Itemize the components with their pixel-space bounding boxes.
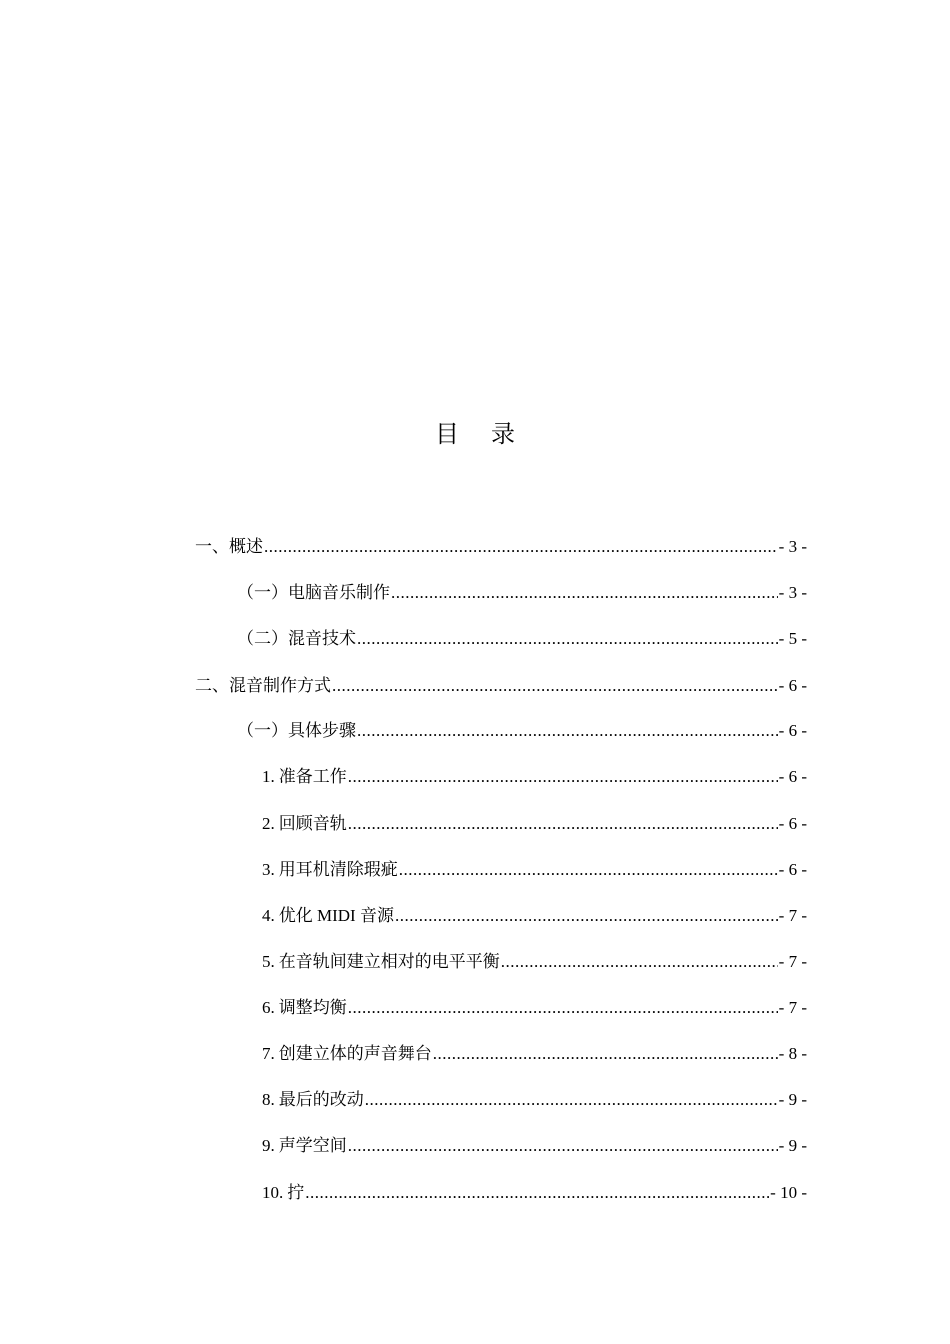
- dot-leader: [357, 624, 778, 654]
- toc-entry-page: - 9 -: [778, 1136, 807, 1155]
- toc-entry-page: - 7 -: [778, 906, 807, 925]
- toc-entry-page: - 9 -: [778, 1090, 807, 1109]
- dot-leader: [357, 716, 778, 746]
- toc-entry-number: 二、: [195, 676, 229, 695]
- toc-entry-number: 9.: [262, 1136, 275, 1155]
- dot-leader: [264, 532, 778, 562]
- toc-entry[interactable]: [195, 671, 807, 701]
- toc-entry-label: 混音技术: [288, 629, 356, 648]
- toc-title: 目录: [435, 420, 547, 448]
- toc-entry[interactable]: [262, 947, 807, 977]
- toc-entry-page: - 5 -: [778, 629, 807, 648]
- toc-entry[interactable]: [237, 578, 807, 608]
- dot-leader: [348, 1131, 778, 1161]
- toc-entry-label: 用耳机清除瑕疵: [278, 860, 398, 879]
- toc-entry-label: 概述: [229, 537, 263, 556]
- dot-leader: [332, 671, 778, 701]
- toc-entry-label: 准备工作: [278, 767, 347, 786]
- dot-leader: [399, 855, 778, 885]
- toc-entry[interactable]: [262, 855, 807, 885]
- toc-entry-number: （一）: [237, 583, 288, 602]
- toc-entry-page: - 3 -: [778, 583, 807, 602]
- toc-entry-number: 4.: [262, 906, 275, 925]
- toc-entry-page: - 7 -: [778, 952, 807, 971]
- toc-entry-number: 一、: [195, 537, 229, 556]
- toc-entry-page: - 10 -: [770, 1183, 807, 1202]
- dot-leader: [501, 947, 778, 977]
- toc-entry[interactable]: [262, 1085, 807, 1115]
- toc-entry-label: 在音轨间建立相对的电平平衡: [278, 952, 500, 971]
- toc-entry[interactable]: [237, 716, 807, 746]
- toc-entry-page: - 6 -: [778, 676, 807, 695]
- toc-entry-page: - 8 -: [778, 1044, 807, 1063]
- toc-entry[interactable]: [262, 901, 807, 931]
- toc-entry-number: 8.: [262, 1090, 275, 1109]
- toc-entry[interactable]: [262, 1039, 807, 1069]
- toc-entry-number: 3.: [262, 860, 275, 879]
- toc-entry-page: - 3 -: [778, 537, 807, 556]
- toc-entry-number: 2.: [262, 814, 275, 833]
- toc-entry[interactable]: [262, 1178, 807, 1208]
- toc-entry-page: - 6 -: [778, 860, 807, 879]
- toc-entry-number: 5.: [262, 952, 275, 971]
- toc-entry[interactable]: [262, 762, 807, 792]
- toc-entry-number: 10.: [262, 1183, 284, 1202]
- toc-entry[interactable]: [262, 1131, 807, 1161]
- toc-entry-page: - 6 -: [778, 767, 807, 786]
- toc-entry-label: 调整均衡: [278, 998, 347, 1017]
- toc-entry-page: - 6 -: [778, 721, 807, 740]
- toc-entry-page: - 7 -: [778, 998, 807, 1017]
- dot-leader: [433, 1039, 778, 1069]
- dot-leader: [365, 1085, 778, 1115]
- dot-leader: [348, 993, 778, 1023]
- dot-leader: [348, 762, 778, 792]
- toc-entry-label: 最后的改动: [278, 1090, 364, 1109]
- toc-entry[interactable]: [262, 809, 807, 839]
- toc-entry-number: 1.: [262, 767, 275, 786]
- dot-leader: [305, 1178, 769, 1208]
- toc-entry-number: （二）: [237, 629, 288, 648]
- dot-leader: [391, 578, 778, 608]
- toc-entry-number: 7.: [262, 1044, 275, 1063]
- toc-entry-label: 具体步骤: [288, 721, 356, 740]
- toc-entry-number: （一）: [237, 721, 288, 740]
- toc-entry[interactable]: [262, 993, 807, 1023]
- toc-entry[interactable]: [237, 624, 807, 654]
- toc-entry-page: - 6 -: [778, 814, 807, 833]
- dot-leader: [348, 809, 778, 839]
- toc-entry-label: 拧: [287, 1183, 305, 1202]
- toc-entry-label: 混音制作方式: [229, 676, 331, 695]
- toc-entry[interactable]: [195, 532, 807, 562]
- dot-leader: [395, 901, 778, 931]
- toc-entry-number: 6.: [262, 998, 275, 1017]
- toc-entry-label: 声学空间: [278, 1136, 347, 1155]
- toc-entry-label: 创建立体的声音舞台: [278, 1044, 432, 1063]
- toc-entry-label: 电脑音乐制作: [288, 583, 390, 602]
- toc-entry-label: 优化 MIDI 音源: [278, 906, 394, 925]
- toc-entry-label: 回顾音轨: [278, 814, 347, 833]
